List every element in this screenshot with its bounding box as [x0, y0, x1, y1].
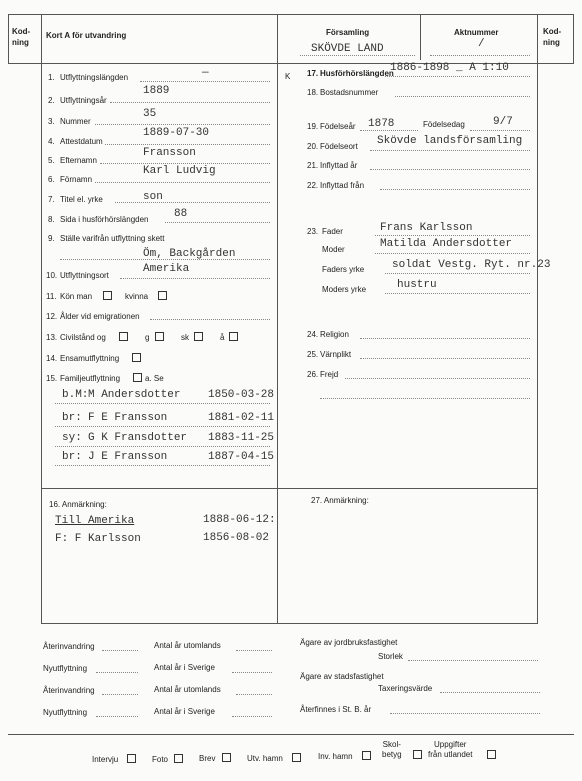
field-2-num: 2.: [48, 96, 55, 105]
utv-hamn-label: Utv. hamn: [247, 754, 283, 763]
faders-yrke-value: soldat Vestg. Ryt. nr.23: [392, 259, 551, 271]
field-4-label: Attestdatum: [60, 137, 103, 146]
footer-b: Antal år i Sverige: [154, 707, 215, 716]
storlek-label: Storlek: [378, 652, 403, 661]
k-mark: K: [285, 72, 291, 81]
footer-line: [232, 672, 272, 673]
field-8-label: Sida i husförhörslängden: [60, 215, 149, 224]
field-7-num: 7.: [48, 195, 55, 204]
field-13-label: Civilstånd og: [60, 333, 106, 342]
field-18-num: 18.: [307, 88, 319, 97]
family-name: J E Fransson: [88, 451, 168, 463]
remark-date: 1888-06-12:: [203, 514, 276, 526]
footer-b: Antal år utomlands: [154, 641, 221, 650]
field-15-se: a. Se: [145, 374, 164, 383]
tax-line: [440, 692, 540, 693]
forsamling-line: [300, 55, 415, 56]
utv-hamn-checkbox[interactable]: [292, 753, 301, 762]
aktnummer-value: /: [478, 38, 485, 50]
footer-a: Nyutflyttning: [43, 664, 88, 673]
aktnummer-line: [430, 55, 530, 56]
field-12-line: [150, 319, 270, 320]
intervju-label: Intervju: [92, 755, 119, 764]
field-6-line: [95, 182, 270, 183]
field-17-label: Husförhörslängden: [320, 69, 394, 78]
fader-label: Fader: [322, 227, 343, 236]
aterfinnes-label: Återfinnes i St. B. år: [300, 705, 372, 714]
og-checkbox[interactable]: [119, 332, 128, 341]
foto-label: Foto: [152, 755, 169, 764]
uppgifter-checkbox[interactable]: [487, 750, 496, 759]
remark-text: F: F Karlsson: [55, 533, 141, 545]
field-25-label: Värnplikt: [320, 350, 352, 359]
field-21-line: [370, 169, 530, 170]
field-7-label: Titel el. yrke: [60, 195, 103, 204]
familj-checkbox[interactable]: [133, 373, 142, 382]
forsamling-value: SKÖVDE LAND: [311, 43, 384, 55]
field-19-label: Födelseår: [320, 122, 356, 131]
field-12-num: 12.: [46, 312, 58, 321]
center-divider: [277, 14, 278, 624]
field-9-value: Öm, Backgården: [143, 248, 236, 260]
field-17-num: 17.: [307, 69, 319, 78]
field-10-value: Amerika: [143, 263, 190, 275]
kvinna-checkbox[interactable]: [158, 291, 167, 300]
aktnummer-label: Aktnummer: [454, 28, 499, 37]
field-5-value: Fransson: [143, 147, 196, 159]
storlek-line: [408, 660, 538, 661]
footer-line: [236, 650, 272, 651]
field-2-value: 1889: [143, 85, 170, 97]
field-3-value: 35: [143, 108, 157, 120]
kodning-left-label: Kod- ning: [12, 27, 31, 47]
card-title: Kort A för utvandring: [46, 31, 127, 40]
field-2-label: Utflyttningsår: [60, 96, 107, 105]
footer-line: [96, 672, 138, 673]
family-date: 1883-11-25: [208, 432, 275, 444]
forsamling-label: Församling: [326, 28, 370, 37]
a-label: å: [220, 333, 225, 342]
field-25-line: [360, 358, 530, 359]
g-checkbox[interactable]: [155, 332, 164, 341]
family-date: 1887-04-15: [208, 451, 275, 463]
faders-yrke-line: [385, 273, 530, 274]
family-rel: b.M:: [62, 389, 89, 401]
fader-line: [375, 235, 530, 236]
aktnummer-divider: [420, 14, 421, 60]
kodning-left-divider: [41, 14, 42, 624]
remarks-right-label: 27. Anmärkning:: [311, 496, 369, 505]
field-4-num: 4.: [48, 137, 55, 146]
remark-date: 1856-08-02: [203, 532, 270, 544]
footer-b: Antal år i Sverige: [154, 663, 215, 672]
family-rel: br:: [62, 451, 82, 463]
moder-label: Moder: [322, 245, 345, 254]
field-20-value: Skövde landsförsamling: [377, 135, 523, 147]
man-checkbox[interactable]: [103, 291, 112, 300]
footer-line: [96, 716, 138, 717]
field-26-extra-line: [320, 398, 530, 399]
field-1-num: 1.: [48, 73, 55, 82]
field-1-value: —: [202, 67, 209, 79]
field-19-line: [360, 130, 418, 131]
field-9-line: [60, 259, 270, 260]
form-bottom-line: [41, 623, 538, 624]
ensam-checkbox[interactable]: [132, 353, 141, 362]
remark-text: Till Amerika: [55, 515, 135, 527]
brev-checkbox[interactable]: [222, 753, 231, 762]
field-26-label: Frejd: [320, 370, 339, 379]
field-26-line: [345, 378, 530, 379]
field-20-line: [370, 150, 530, 151]
field-22-num: 22.: [307, 181, 319, 190]
fodelsedag-label: Födelsedag: [423, 120, 465, 129]
family-rel: br:: [62, 412, 82, 424]
field-6-label: Förnamn: [60, 175, 93, 184]
right-border-top: [573, 14, 574, 64]
field-20-label: Födelseort: [320, 142, 358, 151]
field-4-line: [105, 144, 270, 145]
footer-a: Återinvandring: [43, 642, 95, 651]
family-name: F E Fransson: [88, 412, 168, 424]
field-7-line: [115, 202, 270, 203]
field-17-line: [385, 76, 530, 77]
field-9-num: 9.: [48, 234, 55, 243]
kodning-right-divider: [537, 14, 538, 624]
faders-yrke-label: Faders yrke: [322, 265, 365, 274]
bottom-strip-line: [8, 734, 574, 735]
field-10-label: Utflyttningsort: [60, 271, 109, 280]
field-1-label: Utflyttningslängden: [60, 73, 129, 82]
field-5-line: [100, 163, 270, 164]
field-11-num: 11.: [46, 292, 57, 301]
field-5-num: 5.: [48, 156, 55, 165]
field-18-line: [395, 96, 530, 97]
remarks-left-label: 16. Anmärkning:: [49, 500, 107, 509]
brev-label: Brev: [199, 754, 216, 763]
skolbetyg-checkbox[interactable]: [413, 750, 422, 759]
footer-line: [102, 694, 138, 695]
field-22-label: Inflyttad från: [320, 181, 365, 190]
a-checkbox[interactable]: [229, 332, 238, 341]
family-line: [55, 426, 270, 427]
field-5-label: Efternamn: [60, 156, 97, 165]
moder-value: Matilda Andersdotter: [380, 238, 513, 250]
field-24-line: [360, 338, 530, 339]
kvinna-label: kvinna: [125, 292, 149, 301]
agare-stad-label: Ägare av stadsfastighet: [300, 672, 384, 681]
sk-label: sk: [181, 333, 189, 342]
footer-line: [236, 694, 272, 695]
fodelsedag-value: 9/7: [493, 116, 513, 128]
sk-checkbox[interactable]: [194, 332, 203, 341]
family-name: M Andersdotter: [88, 389, 181, 401]
inv-hamn-checkbox[interactable]: [362, 751, 371, 760]
uppgifter-label: Uppgifter från utlandet: [428, 740, 473, 759]
kodning-right-label: Kod- ning: [543, 27, 562, 47]
field-17-value: 1886-1898 _ A 1:10: [390, 62, 509, 74]
family-line: [55, 446, 270, 447]
field-15-num: 15.: [46, 374, 58, 383]
field-9-label: Ställe varifrån utflyttning skett: [60, 234, 165, 243]
skolbetyg-label: Skol- betyg: [382, 740, 402, 759]
field-4-value: 1889-07-30: [143, 127, 210, 139]
field-6-num: 6.: [48, 175, 55, 184]
field-25-num: 25.: [307, 350, 319, 359]
footer-b: Antal år utomlands: [154, 685, 221, 694]
footer-line: [232, 716, 272, 717]
moders-yrke-value: hustru: [397, 279, 437, 291]
aterfinnes-line: [390, 713, 540, 714]
field-1-line: [140, 81, 270, 82]
field-10-line: [120, 278, 270, 279]
footer-a: Återinvandring: [43, 686, 95, 695]
field-24-num: 24.: [307, 330, 319, 339]
inv-hamn-label: Inv. hamn: [318, 752, 353, 761]
moder-line: [375, 253, 530, 254]
family-date: 1881-02-11: [208, 412, 275, 424]
field-23-num: 23.: [307, 227, 319, 236]
field-11-label: Kön man: [60, 292, 93, 301]
field-7-value: son: [143, 191, 163, 203]
field-12-label: Ålder vid emigrationen: [60, 312, 140, 321]
field-3-num: 3.: [48, 117, 55, 126]
g-label: g: [145, 333, 150, 342]
family-rel: sy:: [62, 432, 82, 444]
field-3-label: Nummer: [60, 117, 91, 126]
family-name: G K Fransdotter: [88, 432, 188, 444]
field-14-num: 14.: [46, 354, 58, 363]
top-border: [8, 14, 574, 15]
footer-a: Nyutflyttning: [43, 708, 88, 717]
field-20-num: 20.: [307, 142, 319, 151]
field-15-label: Familjeutflyttning: [60, 374, 121, 383]
field-26-num: 26.: [307, 370, 319, 379]
field-10-num: 10.: [46, 271, 58, 280]
footer-line: [102, 650, 138, 651]
field-6-value: Karl Ludvig: [143, 165, 216, 177]
field-8-line: [165, 222, 270, 223]
family-line: [55, 465, 270, 466]
field-21-num: 21.: [307, 161, 319, 170]
field-8-num: 8.: [48, 215, 55, 224]
family-date: 1850-03-28: [208, 389, 275, 401]
family-line: [55, 403, 270, 404]
field-14-label: Ensamutflyttning: [60, 354, 120, 363]
fader-value: Frans Karlsson: [380, 222, 473, 234]
foto-checkbox[interactable]: [174, 754, 183, 763]
field-21-label: Inflyttad år: [320, 161, 358, 170]
field-19-num: 19.: [307, 122, 319, 131]
field-13-num: 13.: [46, 333, 58, 342]
fodelsedag-line: [470, 130, 530, 131]
field-18-label: Bostadsnummer: [320, 88, 379, 97]
field-3-line: [95, 124, 270, 125]
field-2-line: [110, 102, 270, 103]
remarks-top-line: [41, 488, 538, 489]
field-19-value: 1878: [368, 118, 395, 130]
moders-yrke-line: [385, 293, 530, 294]
moders-yrke-label: Moders yrke: [322, 285, 367, 294]
agare-jord-label: Ägare av jordbruksfastighet: [300, 638, 398, 647]
field-22-line: [380, 189, 530, 190]
left-border-top: [8, 14, 9, 64]
field-24-label: Religion: [320, 330, 349, 339]
intervju-checkbox[interactable]: [127, 754, 136, 763]
taxeringsvarde-label: Taxeringsvärde: [378, 684, 433, 693]
field-8-value: 88: [174, 208, 188, 220]
